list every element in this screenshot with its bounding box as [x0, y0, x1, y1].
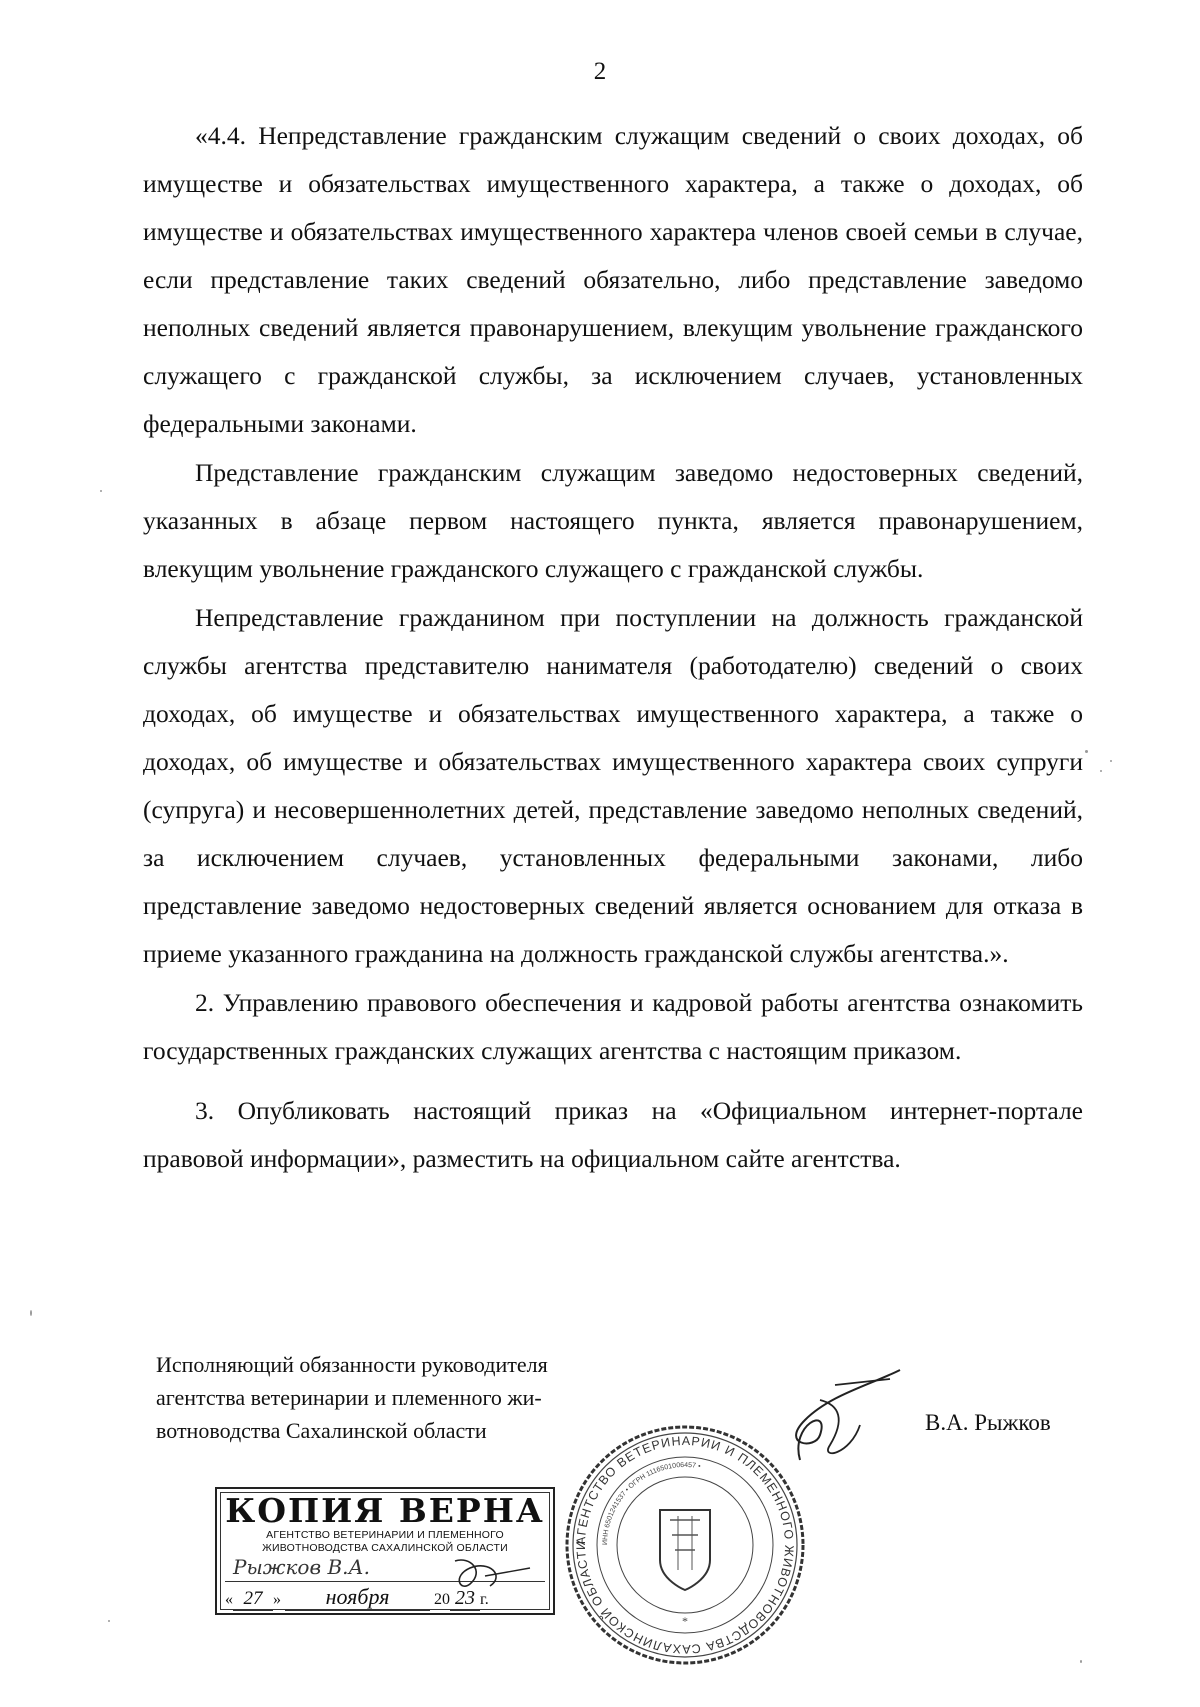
- paragraph-item-2: 2. Управлению правового обеспечения и кадровой работы агентства ознакомить государственных гражданских служащих агентства с настоящим приказом.: [143, 988, 1083, 1065]
- svg-text:*: *: [682, 1614, 688, 1628]
- stamp-date-close-quote: »: [273, 1591, 281, 1608]
- signer-name: В.А. Рыжков: [925, 1410, 1051, 1435]
- scan-speck: [1100, 770, 1102, 772]
- scan-speck: [108, 1620, 110, 1622]
- stamp-agency-line: АГЕНТСТВО ВЕТЕРИНАРИИ И ПЛЕМЕННОГО: [266, 1529, 504, 1541]
- scan-speck: [1080, 1660, 1082, 1663]
- paragraph-item-3: 3. Опубликовать настоящий приказ на «Официальном интернет-портале правовой информации», разместить на официальном сайте агентства.: [143, 1096, 1083, 1173]
- scan-speck: [1085, 750, 1088, 753]
- stamp-date-year-suffix: 23: [450, 1587, 480, 1611]
- page-number: 2: [593, 58, 607, 85]
- stamp-handwritten-signature: [220, 1556, 550, 1621]
- scan-speck: [100, 490, 102, 492]
- stamp-date-year-unit: г.: [480, 1591, 489, 1608]
- paragraph-applicant: Непредставление гражданином при поступлении на должность гражданской службы агентства представителю нанимателя (работодателю) сведений о своих доходах, об имуществе и обязательствах имущественного характера, а также о доходах, об имуществе и обязательствах имущественного характера своих супруги (супруга) и несовершеннолетних детей, представление заведомо неполных сведений, за исключением случаев, установленных федеральными законами, либо представление заведомо недостоверных сведений является основанием для отказа в приеме указанного гражданина на должность гражданской службы агентства.».: [143, 603, 1083, 968]
- paragraph-false-info: Представление гражданским служащим заведомо недостоверных сведений, указанных в абзаце первом настоящего пункта, является правонарушением, влекущим увольнение гражданского служащего с гражданской службы.: [143, 458, 1083, 583]
- stamp-date-open-quote: «: [225, 1591, 233, 1608]
- stamp-handwritten-name: Рыжков В.А.: [233, 1555, 371, 1579]
- scan-speck: [1110, 760, 1112, 762]
- stamp-date-day: 27: [233, 1588, 273, 1611]
- official-round-seal: [560, 1420, 810, 1670]
- seal-ring-text: АГЕНТСТВО ВЕТЕРИНАРИИ И ПЛЕМЕННОГО ЖИВОТНОВОДСТВА САХАЛИНСКОЙ ОБЛАСТИ: [573, 1433, 797, 1657]
- document-body: [143, 112, 1083, 1184]
- stamp-date-month: ноября: [285, 1584, 430, 1611]
- stamp-agency-line: ЖИВОТНОВОДСТВА САХАЛИНСКОЙ ОБЛАСТИ: [262, 1542, 508, 1554]
- position-line: агентства ветеринарии и племенного жи-: [156, 1385, 542, 1410]
- position-line: вотноводства Сахалинской области: [156, 1418, 487, 1443]
- seal-inner-text: ИНН 6501241537 • ОГРН 1116501006457 •: [601, 1461, 702, 1546]
- stamp-title: КОПИЯ ВЕРНА: [225, 1491, 545, 1530]
- position-line: Исполняющий обязанности руководителя: [156, 1352, 548, 1377]
- scan-speck: [30, 1310, 32, 1316]
- paragraph-4-4: «4.4. Непредставление гражданским служащим сведений о своих доходах, об имуществе и обязательствах имущественного характера, а также о доходах, об имуществе и обязательствах имущественного характера членов своей семьи в случае, если представление таких сведений обязательно, либо представление заведомо неполных сведений является правонарушением, влекущим увольнение гражданского служащего с гражданской службы, за исключением случаев, установленных федеральными законами.: [143, 121, 1083, 438]
- stamp-date-year-prefix: 20: [434, 1591, 450, 1608]
